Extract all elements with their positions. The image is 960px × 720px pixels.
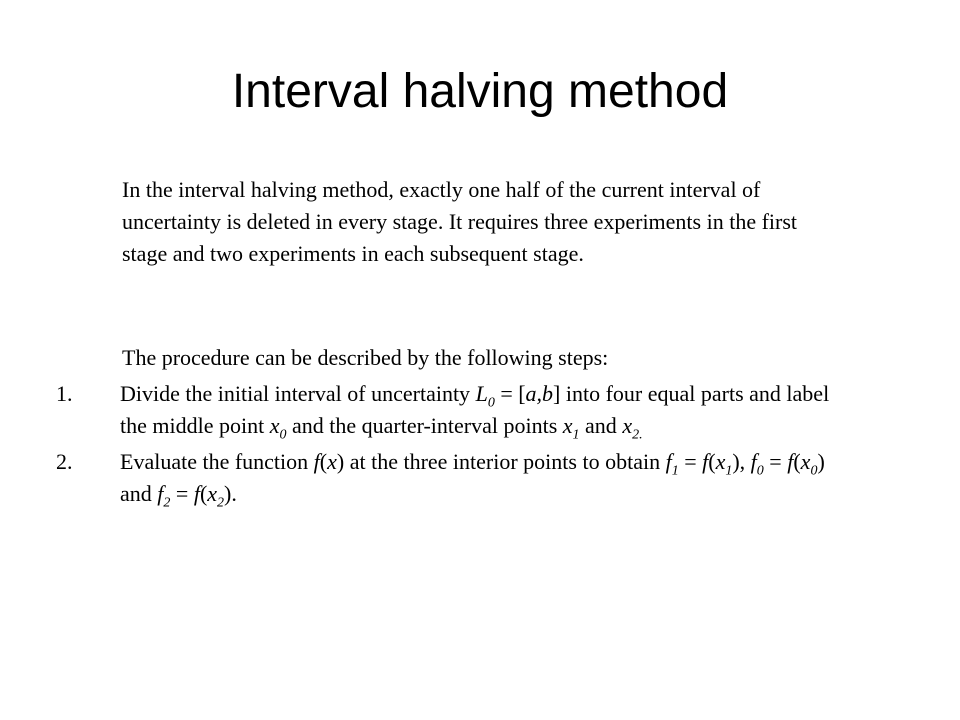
math-subscript: 1: [671, 463, 679, 479]
procedure-lead: The procedure can be described by the following steps:: [122, 345, 609, 370]
math-symbol: f: [702, 449, 709, 474]
math-subscript: 0: [756, 463, 764, 479]
step-text-segment: (: [793, 449, 801, 474]
step-text-segment: ).: [224, 481, 237, 506]
step-text-segment: Divide the initial interval of uncertainty: [120, 381, 476, 406]
math-symbol: f: [193, 481, 200, 506]
step-text-segment: =: [678, 449, 703, 474]
math-symbol: f: [313, 449, 320, 474]
math-symbol: x: [269, 413, 280, 438]
step-text-segment: ) at the three interior points to obtain: [336, 449, 666, 474]
math-subscript: 1: [572, 427, 580, 443]
math-symbol: x: [562, 413, 573, 438]
math-symbol: x: [207, 481, 218, 506]
intro-paragraph: In the interval halving method, exactly one half of the current interval of uncertainty is deleted in every stage. It requires three experiments in the first stage and two experiments in each subsequent stage.: [122, 177, 798, 266]
math-subscript: 2.: [632, 427, 643, 443]
step-text-segment: Evaluate the function: [120, 449, 314, 474]
math-symbol: f: [665, 449, 672, 474]
step-text-segment: and the quarter-interval points: [286, 413, 563, 438]
step-text-segment: =: [170, 481, 194, 506]
step-text-segment: and: [579, 413, 623, 438]
math-symbol: L: [475, 381, 488, 406]
math-subscript: 2: [163, 495, 171, 511]
step-number: 1.: [56, 381, 73, 406]
math-subscript: 2: [217, 495, 225, 511]
math-symbol: x: [622, 413, 633, 438]
steps-list: [56, 378, 836, 510]
math-symbol: f: [157, 481, 164, 506]
step-text-segment: ) and: [120, 449, 825, 506]
step-text: [120, 378, 836, 442]
math-symbol: x: [327, 449, 337, 474]
step-text-segment: (: [708, 449, 716, 474]
math-symbol: a,b: [525, 381, 554, 406]
step-number: 2.: [56, 449, 73, 474]
step-text: [120, 446, 836, 510]
math-subscript: 0: [487, 395, 495, 411]
math-symbol: f: [750, 449, 757, 474]
step-text-segment: =: [763, 449, 788, 474]
step-text-segment: (: [199, 481, 208, 506]
math-subscript: 0: [810, 463, 818, 479]
math-symbol: f: [787, 449, 794, 474]
step-text-segment: = [: [494, 381, 526, 406]
math-symbol: x: [715, 449, 726, 474]
slide-title: Interval halving method: [231, 65, 729, 118]
step-item: [56, 378, 836, 442]
step-text-segment: ] into four equal parts and label the middle point: [120, 381, 830, 438]
step-text-segment: ),: [732, 449, 751, 474]
math-subscript: 1: [725, 463, 733, 479]
math-symbol: x: [800, 449, 811, 474]
step-item: [56, 446, 836, 510]
math-subscript: 0: [279, 427, 287, 443]
step-text-segment: (: [319, 449, 328, 474]
